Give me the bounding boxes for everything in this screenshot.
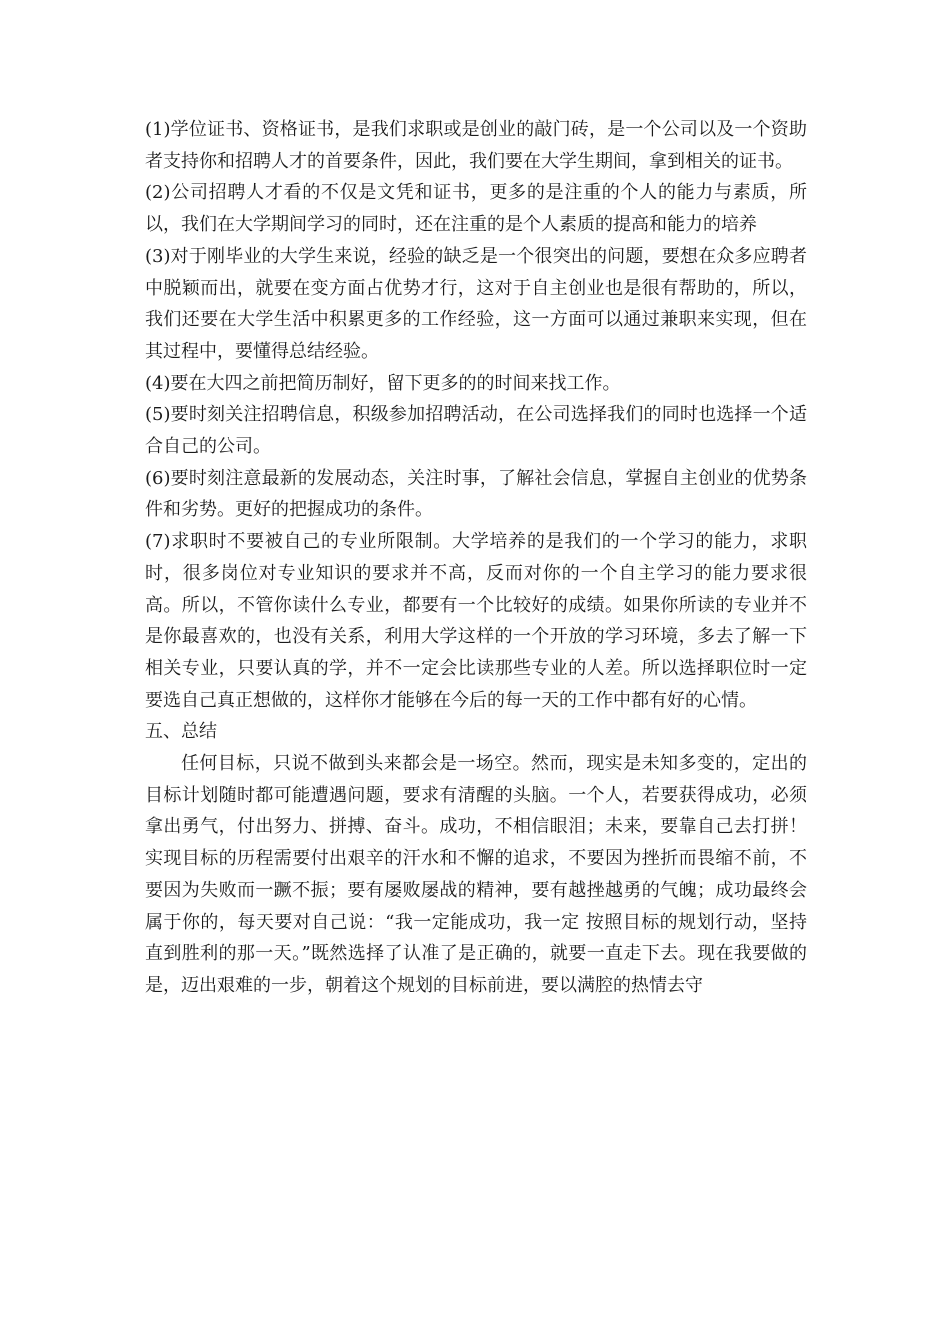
- paragraph-certificates: (1)学位证书、资格证书，是我们求职或是创业的敲门砖，是一个公司以及一个资助者支持你和招聘人才的首要条件，因此，我们要在大学生期间，拿到相关的证书。: [145, 119, 807, 172]
- document-body: [145, 114, 807, 1002]
- paragraph-recruitment-info: (5)要时刻关注招聘信息，积级参加招聘活动，在公司选择我们的同时也选择一个适合自己的公司。: [145, 404, 807, 458]
- paragraph-development-trends: (6)要时刻注意最新的发展动态，关注时事，了解社会信息，掌握自主创业的优势条件和劣势。更好的把握成功的条件。: [145, 467, 807, 521]
- paragraph-summary: 任何目标，只说不做到头来都会是一场空。然而，现实是未知多变的，定出的目标计划随时都可能遭遇问题，要求有清醒的头脑。一个人，若要获得成功，必须拿出勇气，付出努力、拼搏、奋斗。成功，不相信眼泪；未来，要靠自己去打拼！实现目标的历程需要付出艰辛的汗水和不懈的追求，不要因为挫折而畏缩不前，不要因为失败而一蹶不振；要有屡败屡战的精神，要有越挫越勇的气魄；成功最终会属于你的，每天要对自己说：“我一定能成功，我一定 按照目标的规划行动，坚持直到胜利的那一天。”既然选择了认准了是正确的，就要一直走下去。现在我要做的是，迈出艰难的一步，朝着这个规划的目标前进，要以满腔的热情去守: [145, 753, 807, 996]
- paragraph-resume: (4)要在大四之前把简历制好，留下更多的的时间来找工作。: [145, 372, 621, 394]
- paragraph-major-choice: (7)求职时不要被自己的专业所限制。大学培养的是我们的一个学习的能力，求职时，很多岗位对专业知识的要求并不高，反而对你的一个自主学习的能力要求很高。所以，不管你读什么专业，都要有一个比较好的成绩。如果你所读的专业并不是你最喜欢的，也没有关系，利用大学这样的一个开放的学习环境，多去了解一下相关专业，只要认真的学，并不一定会比读那些专业的人差。所以选择职位时一定要选自己真正想做的，这样你才能够在今后的每一天的工作中都有好的心情。: [145, 531, 807, 711]
- section-heading-summary: 五、总结: [145, 721, 217, 743]
- paragraph-ability-quality: (2)公司招聘人才看的不仅是文凭和证书，更多的是注重的个人的能力与素质，所以，我们在大学期间学习的同时，还在注重的是个人素质的提高和能力的培养: [145, 182, 807, 236]
- paragraph-work-experience: (3)对于刚毕业的大学生来说，经验的缺乏是一个很突出的问题，要想在众多应聘者中脱颖而出，就要在变方面占优势才行，这对于自主创业也是很有帮助的，所以，我们还要在大学生活中积累更多的工作经验，这一方面可以通过兼职来实现，但在其过程中，要懂得总结经验。: [145, 245, 807, 362]
